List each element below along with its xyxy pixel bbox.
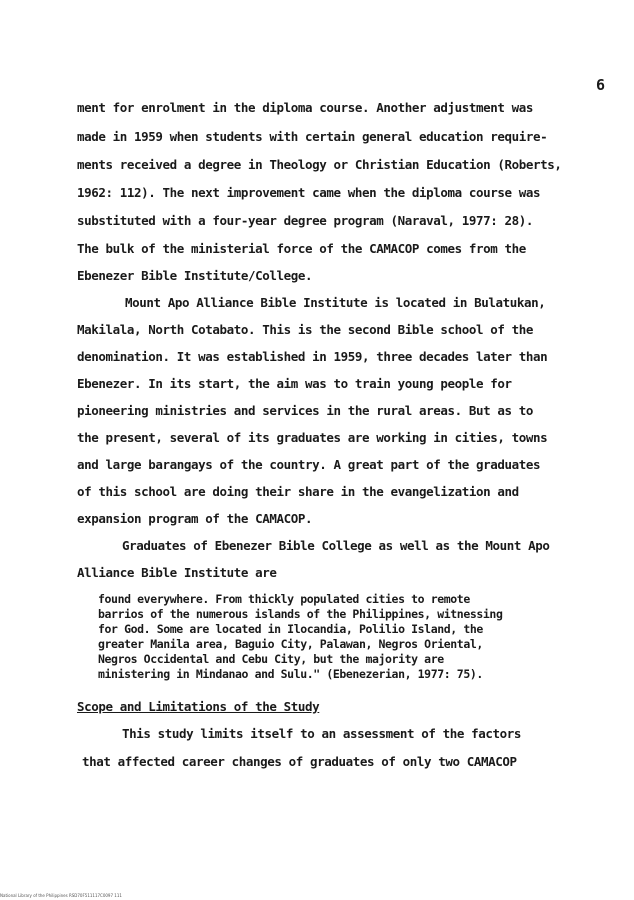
body-line: that affected career changes of graduates of only two CAMACOP [82, 754, 517, 769]
body-line: Ebenezer Bible Institute/College. [77, 268, 313, 283]
body-line: Makilala, North Cotabato. This is the second Bible school of the [77, 322, 534, 337]
body-line: 1962: 112). The next improvement came when the diploma course was [77, 185, 541, 200]
body-line: the present, several of its graduates are working in cities, towns [77, 430, 548, 445]
footer-stamp: National Library of the Philippines RSD70F511117C0097 111 [0, 893, 122, 898]
body-line: of this school are doing their share in the evangelization and [77, 484, 519, 499]
quote-line: for God. Some are located in Ilocandia, Polilio Island, the [98, 622, 483, 636]
quote-line: ministering in Mindanao and Sulu." (Ebenezerian, 1977: 75). [98, 667, 483, 681]
quote-line: found everywhere. From thickly populated cities to remote [98, 592, 470, 606]
quote-line: barrios of the numerous islands of the Philippines, witnessing [98, 607, 503, 621]
body-line: Alliance Bible Institute are [77, 565, 277, 580]
body-line: substituted with a four-year degree program (Naraval, 1977: 28). [77, 213, 534, 228]
page-number: 6 [596, 76, 606, 94]
body-line: ment for enrolment in the diploma course. Another adjustment was [77, 100, 534, 115]
body-line: ments received a degree in Theology or Christian Education (Roberts, [77, 157, 562, 172]
body-line: denomination. It was established in 1959, three decades later than [77, 349, 548, 364]
body-line: and large barangays of the country. A great part of the graduates [77, 457, 541, 472]
quote-line: Negros Occidental and Cebu City, but the majority are [98, 652, 444, 666]
section-heading: Scope and Limitations of the Study [77, 699, 320, 714]
body-line: Graduates of Ebenezer Bible College as well as the Mount Apo [122, 538, 550, 553]
body-line: The bulk of the ministerial force of the CAMACOP comes from the [77, 241, 526, 256]
body-line: expansion program of the CAMACOP. [77, 511, 313, 526]
body-line: This study limits itself to an assessment of the factors [122, 726, 522, 741]
quote-line: greater Manila area, Baguio City, Palawan, Negros Oriental, [98, 637, 483, 651]
body-line: Mount Apo Alliance Bible Institute is located in Bulatukan, [125, 295, 546, 310]
body-line: pioneering ministries and services in the rural areas. But as to [77, 403, 534, 418]
body-line: made in 1959 when students with certain general education require- [77, 129, 548, 144]
body-line: Ebenezer. In its start, the aim was to train young people for [77, 376, 512, 391]
